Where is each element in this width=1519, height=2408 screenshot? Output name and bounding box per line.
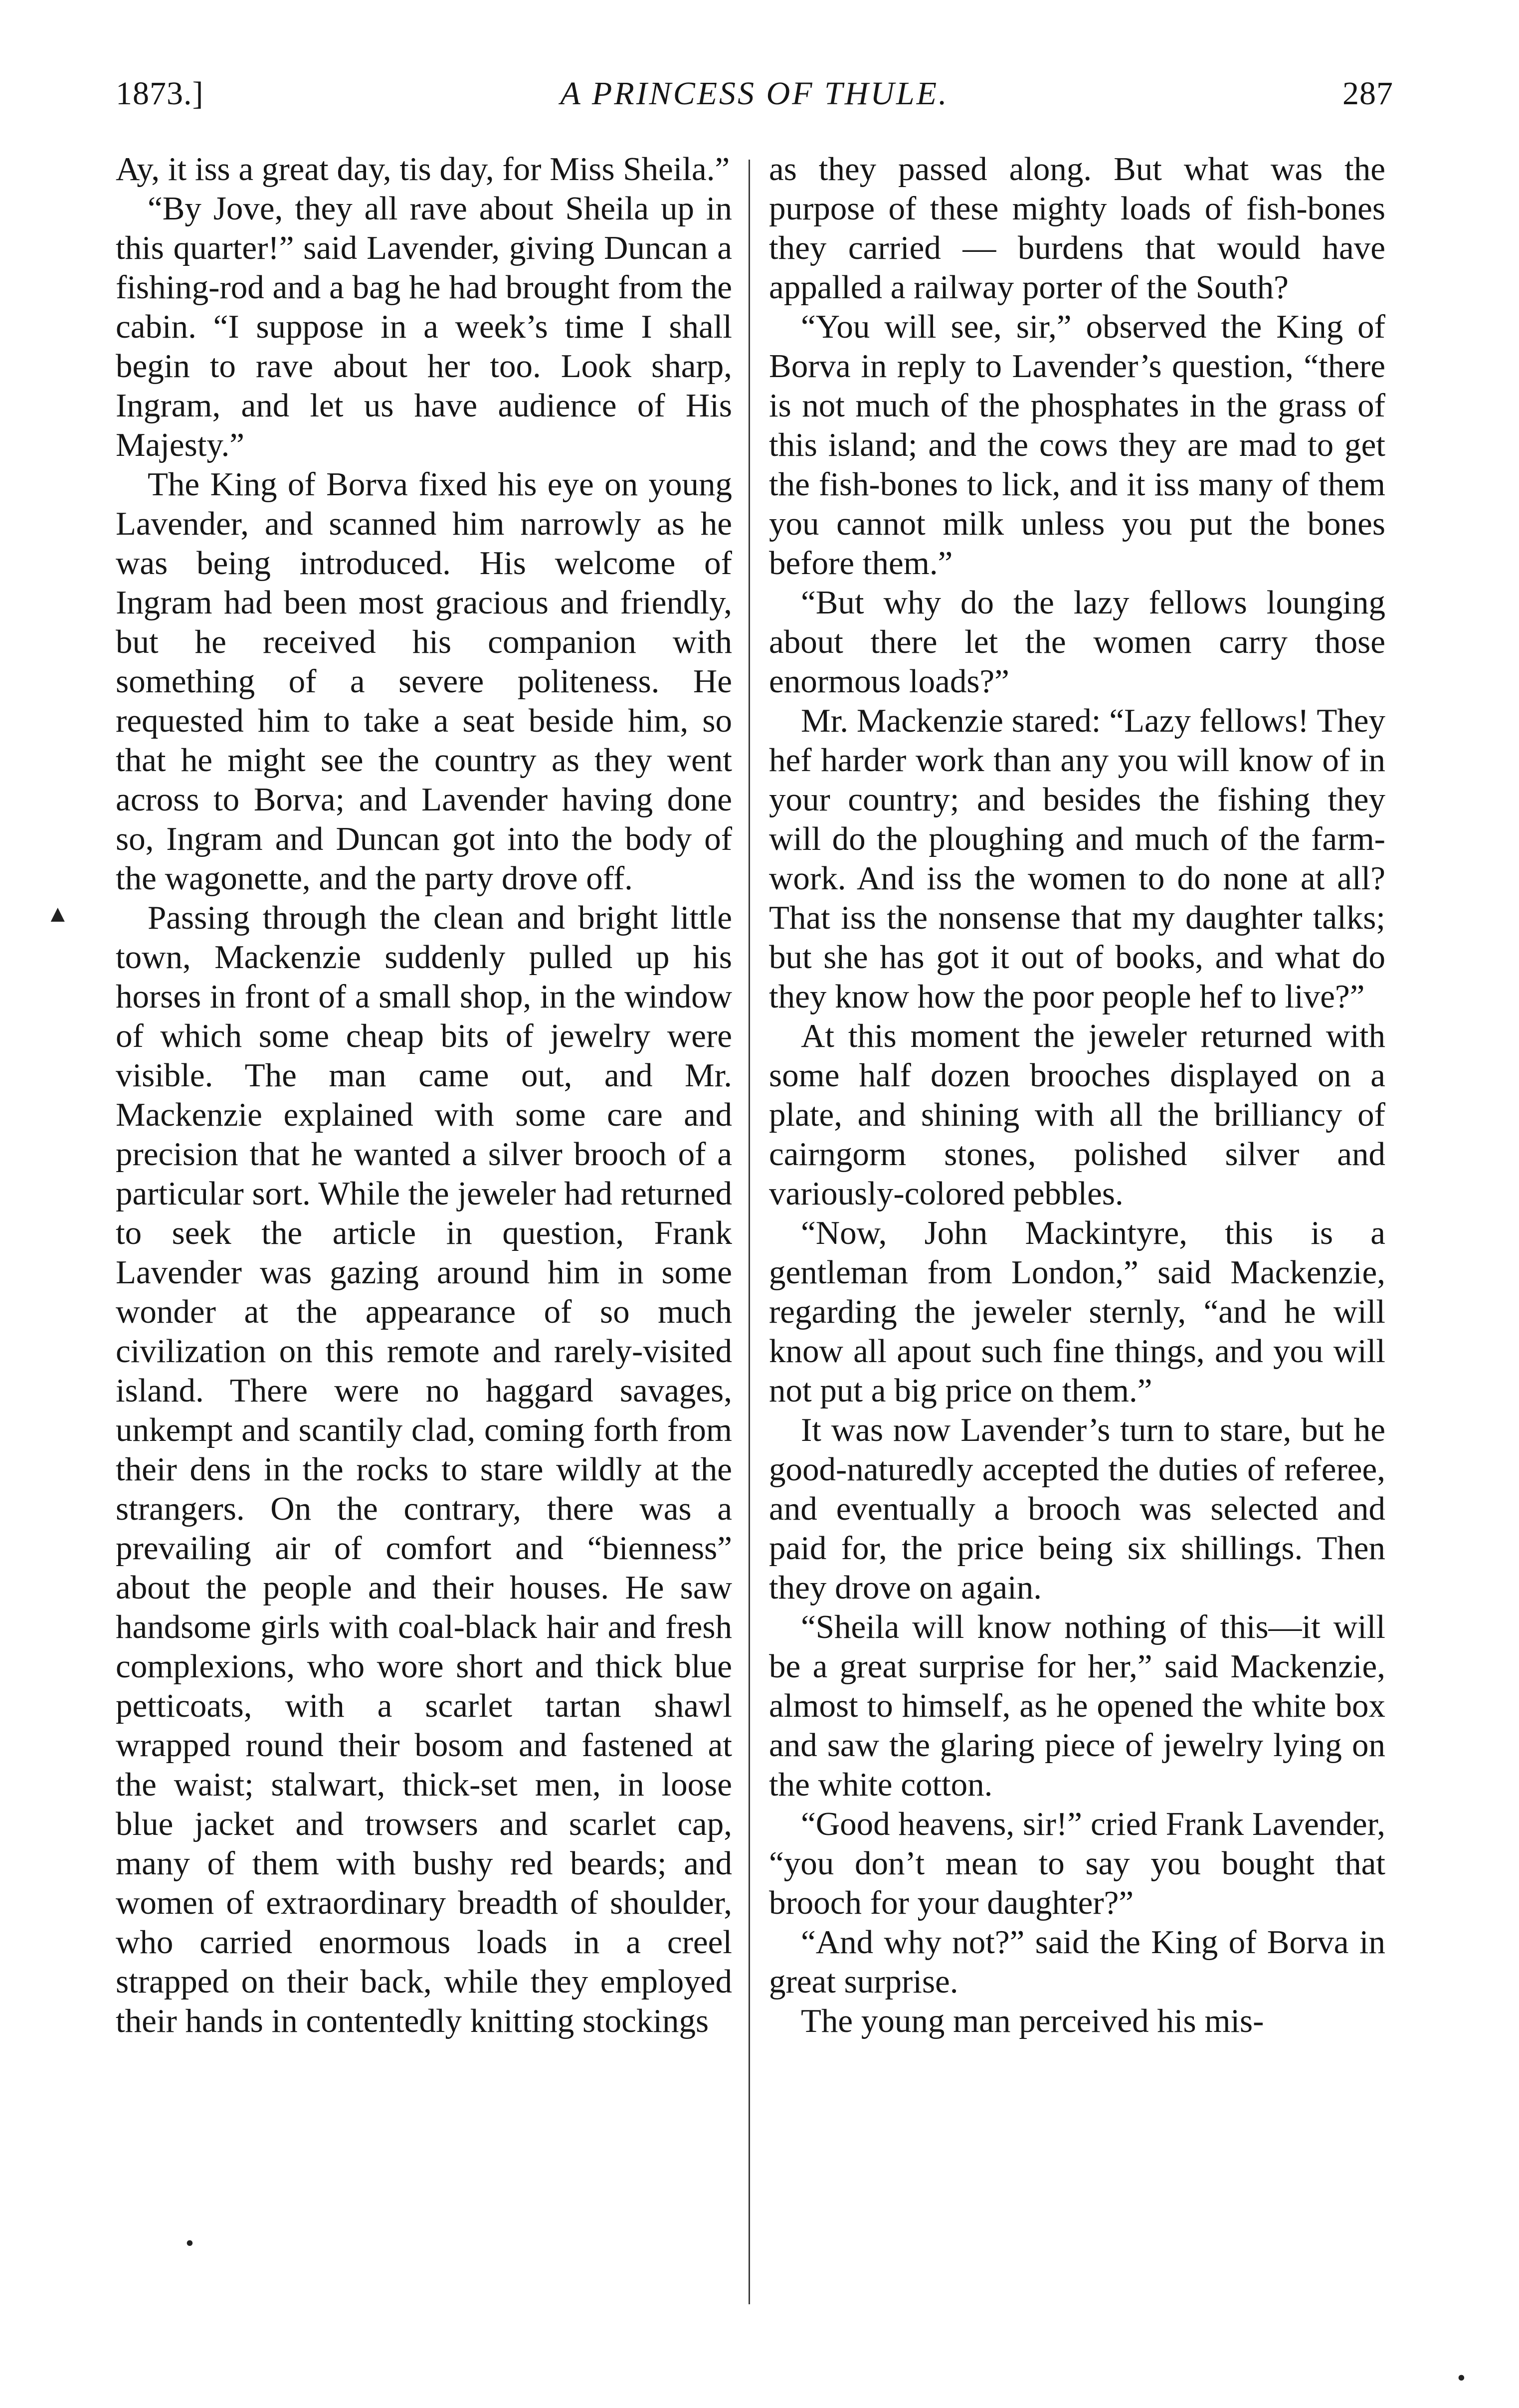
- paragraph: At this moment the jeweler returned with some half dozen brooches displayed on a plate, and shining with all the brilliancy of cairngorm stones, polished silver and variously-colored pebbles.: [769, 1017, 1385, 1212]
- paragraph: “Now, John Mackintyre, this is a gentleman from London,” said Mackenzie, regarding the jeweler sternly, “and he will know all apout such fine things, and you will not put a big price on them.”: [769, 1214, 1385, 1409]
- paragraph: as they passed along. But what was the purpose of these mighty loads of fish-bones they carried — burdens that would have appalled a railway porter of the South?: [769, 151, 1385, 306]
- paragraph: “By Jove, they all rave about Sheila up in this quarter!” said Lavender, giving Duncan a fishing-rod and a bag he had brought from the cabin. “I suppose in a week’s time I shall begin to rave about her too. Look sharp, Ingram, and let us have audience of His Majesty.”: [116, 190, 732, 463]
- column-divider: [749, 160, 750, 2304]
- paragraph: “You will see, sir,” observed the King of Borva in reply to Lavender’s question, “there is not much of the phosphates in the grass of this island; and the cows they are mad to get the fish-bones to lick, and it iss many of them you cannot milk unless you put the bones before them.”: [769, 308, 1385, 582]
- paragraph: The King of Borva fixed his eye on young Lavender, and scanned him narrowly as he was being introduced. His welcome of Ingram had been most gracious and friendly, but he received his companion with something of a severe politeness. He requested him to take a seat beside him, so that he might see the country as they went across to Borva; and Lavender having done so, Ingram and Duncan got into the body of the wagonette, and the party drove off.: [116, 466, 732, 897]
- left-column: [116, 150, 732, 2041]
- paragraph: It was now Lavender’s turn to stare, but he good-naturedly accepted the duties of referee, and eventually a brooch was selected and paid for, the price being six shillings. Then they drove on again.: [769, 1411, 1385, 1606]
- paragraph: Passing through the clean and bright little town, Mackenzie suddenly pulled up his horses in front of a small shop, in the window of which some cheap bits of jewelry were visible. The man came out, and Mr. Mackenzie explained with some care and precision that he wanted a silver brooch of a particular sort. While the jeweler had returned to seek the article in question, Frank Lavender was gazing around him in some wonder at the appearance of so much civilization on this remote and rarely-visited island. There were no haggard savages, unkempt and scantily clad, coming forth from their dens in the rocks to stare wildly at the strangers. On the contrary, there was a prevailing air of comfort and “bienness” about the people and their houses. He saw handsome girls with coal-black hair and fresh complexions, who wore short and thick blue petticoats, with a scarlet tartan shawl wrapped round their bosom and fastened at the waist; stalwart, thick-set men, in loose blue jacket and trowsers and scarlet cap, many of them with bushy red beards; and women of extraordinary breadth of shoulder, who carried enormous loads in a creel strapped on their back, while they employed their hands in contentedly knitting stockings: [116, 899, 732, 2039]
- page-header: [116, 75, 1393, 125]
- paragraph: “Good heavens, sir!” cried Frank Lavender, “you don’t mean to say you bought that brooch for your daughter?”: [769, 1806, 1385, 1921]
- paragraph: “Sheila will know nothing of this—it will be a great surprise for her,” said Mackenzie, almost to himself, as he opened the white box and saw the glaring piece of jewelry lying on the white cotton.: [769, 1608, 1385, 1803]
- running-title: A PRINCESS OF THULE.: [560, 75, 949, 112]
- header-year: 1873.]: [116, 75, 204, 112]
- paragraph: The young man perceived his mis-: [801, 2003, 1264, 2039]
- paragraph: Mr. Mackenzie stared: “Lazy fellows! They hef harder work than any you will know of in your country; and besides the fishing they will do the ploughing and much of the farm-work. And iss the women to do none at all? That iss the nonsense that my daughter talks; but she has got it out of books, and what do they know how the poor people hef to live?”: [769, 702, 1385, 1015]
- page-number: 287: [1342, 75, 1393, 112]
- print-speck: ▲: [46, 901, 70, 927]
- print-speck: •: [186, 2230, 194, 2256]
- print-speck: •: [1457, 2365, 1466, 2391]
- paragraph: Ay, it iss a great day, tis day, for Miss Sheila.”: [116, 151, 730, 188]
- right-column: [769, 150, 1385, 2041]
- paragraph: “And why not?” said the King of Borva in great surprise.: [769, 1924, 1385, 2000]
- paragraph: “But why do the lazy fellows lounging about there let the women carry those enormous loads?”: [769, 584, 1385, 700]
